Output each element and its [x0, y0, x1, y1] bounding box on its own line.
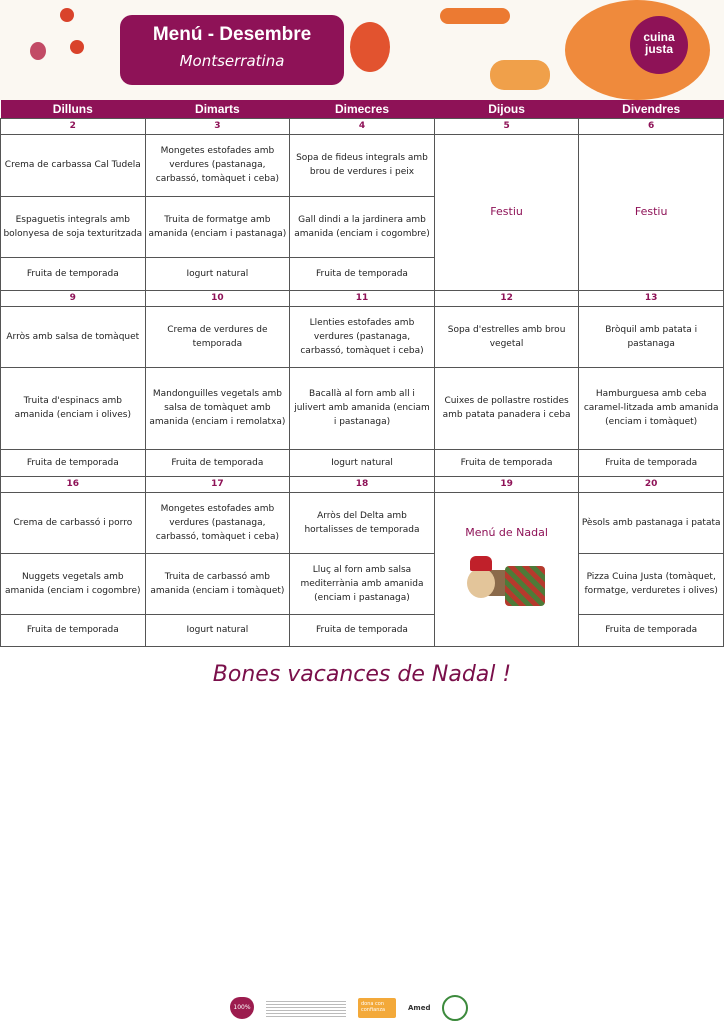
date: 10	[145, 290, 290, 306]
christmas-menu-label: Menú de Nadal	[465, 526, 548, 539]
title-box	[120, 15, 344, 85]
eco-seal-logo	[442, 995, 468, 1021]
day-divendres: Divendres	[579, 100, 724, 118]
header-banner	[0, 0, 724, 100]
second-course-row	[1, 367, 724, 449]
dish: Hamburguesa amb ceba caramel-litzada amb amanida (enciam i tomàquet)	[579, 367, 724, 449]
dessert: Fruita de temporada	[434, 449, 579, 476]
dessert: Fruita de temporada	[290, 257, 435, 290]
first-course-row	[1, 492, 724, 553]
dish: Truita de formatge amb amanida (enciam i pastanaga)	[145, 196, 290, 257]
date: 17	[145, 476, 290, 492]
dish: Sopa d'estrelles amb brou vegetal	[434, 306, 579, 367]
dessert-row	[1, 614, 724, 646]
dish: Arròs amb salsa de tomàquet	[1, 306, 146, 367]
holiday-cell: Festiu	[434, 134, 579, 290]
dish: Crema de verdures de temporada	[145, 306, 290, 367]
dish: Truita d'espinacs amb amanida (enciam i olives)	[1, 367, 146, 449]
date: 18	[290, 476, 435, 492]
dish: Nuggets vegetals amb amanida (enciam i cogombre)	[1, 553, 146, 614]
dish: Gall dindi a la jardinera amb amanida (enciam i cogombre)	[290, 196, 435, 257]
dish: Mongetes estofades amb verdures (pastanaga, carbassó, tomàquet i ceba)	[145, 134, 290, 196]
dish: Mandonguilles vegetals amb salsa de tomàquet amb amanida (enciam i remolatxa)	[145, 367, 290, 449]
date-row	[1, 118, 724, 134]
date-row	[1, 476, 724, 492]
dessert: Fruita de temporada	[579, 449, 724, 476]
100-percent-logo: 100%	[230, 997, 254, 1019]
dessert: Fruita de temporada	[1, 449, 146, 476]
dish: Pizza Cuina Justa (tomàquet, formatge, verduretes i olives)	[579, 553, 724, 614]
date: 2	[1, 118, 146, 134]
date: 19	[434, 476, 579, 492]
dessert-row	[1, 449, 724, 476]
date: 16	[1, 476, 146, 492]
corn-icon	[490, 60, 550, 90]
closing-message: Bones vacances de Nadal !	[212, 662, 512, 687]
day-dijous: Dijous	[434, 100, 579, 118]
amed-logo: Amed	[408, 1004, 431, 1012]
dessert: Fruita de temporada	[1, 257, 146, 290]
dish: Mongetes estofades amb verdures (pastanaga, carbassó, tomàquet i ceba)	[145, 492, 290, 553]
first-course-row	[1, 306, 724, 367]
dessert: Iogurt natural	[290, 449, 435, 476]
dish: Crema de carbassó i porro	[1, 492, 146, 553]
date: 11	[290, 290, 435, 306]
date: 6	[579, 118, 724, 134]
tomato-icon	[70, 40, 84, 54]
cuina-justa-logo: cuina justa	[630, 16, 688, 74]
dessert: Fruita de temporada	[1, 614, 146, 646]
dish: Pèsols amb pastanaga i patata	[579, 492, 724, 553]
dish: Llenties estofades amb verdures (pastanaga, carbassó, tomàquet i ceba)	[290, 306, 435, 367]
date: 3	[145, 118, 290, 134]
dish: Bròquil amb patata i pastanaga	[579, 306, 724, 367]
dessert: Fruita de temporada	[145, 449, 290, 476]
holiday-cell: Festiu	[579, 134, 724, 290]
garlic-icon	[30, 42, 46, 60]
page-title: Menú - Desembre	[152, 24, 312, 45]
school-name: Montserratina	[179, 52, 285, 70]
pepper-icon	[350, 22, 390, 72]
carrot-icon	[440, 8, 510, 24]
footer-logos	[230, 995, 468, 1021]
weekday-header	[1, 100, 724, 118]
date: 5	[434, 118, 579, 134]
day-dimarts: Dimarts	[145, 100, 290, 118]
dessert: Iogurt natural	[145, 257, 290, 290]
second-course-row	[1, 553, 724, 614]
dish: Sopa de fideus integrals amb brou de verdures i peix	[290, 134, 435, 196]
dish: Cuixes de pollastre rostides amb patata panadera i ceba	[434, 367, 579, 449]
day-dimecres: Dimecres	[290, 100, 435, 118]
dessert: Fruita de temporada	[579, 614, 724, 646]
dessert: Iogurt natural	[145, 614, 290, 646]
christmas-menu-cell	[434, 492, 579, 646]
dish: Espaguetis integrals amb bolonyesa de soja texturitzada	[1, 196, 146, 257]
dish: Arròs del Delta amb hortalisses de temporada	[290, 492, 435, 553]
tomato-icon	[60, 8, 74, 22]
dona-confianza-logo: dona con confianza	[358, 998, 396, 1018]
dish: Truita de carbassó amb amanida (enciam i tomàquet)	[145, 553, 290, 614]
date: 13	[579, 290, 724, 306]
dessert: Fruita de temporada	[290, 614, 435, 646]
date: 4	[290, 118, 435, 134]
date: 12	[434, 290, 579, 306]
dish: Bacallà al forn amb all i julivert amb amanida (enciam i pastanaga)	[290, 367, 435, 449]
menu-table	[0, 100, 724, 647]
dish: Crema de carbassa Cal Tudela	[1, 134, 146, 196]
footer-note	[266, 999, 346, 1017]
date: 20	[579, 476, 724, 492]
day-dilluns: Dilluns	[1, 100, 146, 118]
first-course-row	[1, 134, 724, 196]
dish: Lluç al forn amb salsa mediterrània amb amanida (enciam i pastanaga)	[290, 553, 435, 614]
caga-tio-image	[467, 552, 547, 612]
date-row	[1, 290, 724, 306]
date: 9	[1, 290, 146, 306]
